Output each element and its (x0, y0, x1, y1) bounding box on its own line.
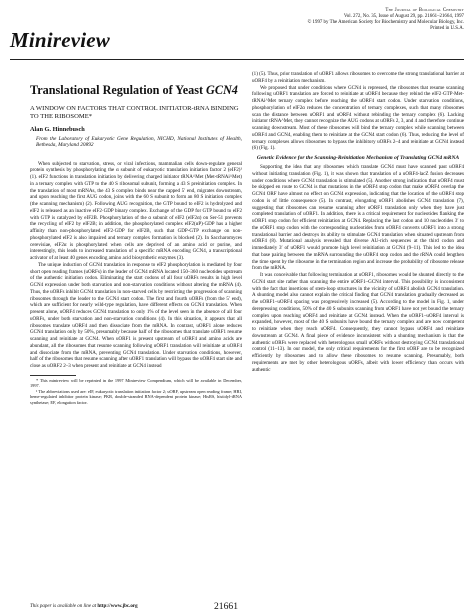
page-header (10, 8, 464, 64)
title-gene: GCN4 (206, 83, 238, 97)
body-paragraph: When subjected to starvation, stress, or viral infections, mammalian cells down-regulate general protein synthesis by phosphorylating the α subunit of eukaryotic translation initiation factor 2 (eIF2)¹ (1). eIF2 functions in translation initiation by delivering charged initiator tRNA^Met (Met-tRNAi^Met) in a ternary complex with GTP to the 40 S ribosomal subunit, forming a 43 S preinitiation complex. In the translation of most mRNAs, the 43 S complex binds near the capped 5′ end, migrates downstream, and upon reaching the first AUG codon, joins with the 60 S subunit to form an 80 S initiation complex (the scanning mechanism) (2). Following AUG recognition, the GTP bound to eIF2 is hydrolyzed and eIF2 is released as an inactive eIF2·GDP binary complex. Exchange of the GDP for GTP bound to eIF2 with GTP is catalyzed by eIF2B. Phosphorylation of the α subunit of eIF2 (eIF2α) on Ser-51 prevents the recycling of eIF2 by eIF2B; in addition, the phosphorylated complex eIF2(αP)·GDP has a higher affinity than non-phosphorylated eIF2·GDP for eIF2B, such that GDP-GTP exchange on non-phosphorylated eIF2 is also impaired and ternary complex formation is blocked (2). In Saccharomyces cerevisiae, eIF2α is phosphorylated when cells are deprived of an amino acid or purine, and interestingly, this leads to increased translation of a specific mRNA encoding GCN4, a transcriptional activator of at least 40 genes encoding amino acid biosynthetic enzymes (3). (30, 160, 242, 262)
body-paragraph: We proposed that under conditions where GCN4 is repressed, the ribosomes that resume scanning following uORF1 translation are forced to reinitiate at uORF4 because they rebind the eIF2·GTP·Met-tRNAi^Met ternary complex before reaching the uORF4 start codon. Under starvation conditions, phosphorylation of eIF2α reduces the concentration of ternary complexes, such that many ribosomes scan the distance between uORF1 and uORF4 without rebinding the ternary complex (6). Lacking initiator tRNA^Met, they cannot recognize the AUG codons at uORFs 2, 3, and 4 and therefore continue scanning downstream. Most of these ribosomes will bind the ternary complex while scanning between uORF4 and GCN4, enabling them to reinitiate at the GCN4 start codon (6). Thus, reducing the level of ternary complexes allows ribosomes to bypass the inhibitory uORFs 2–4 and reinitiate at GCN4 instead (6) (Fig. 1). (252, 84, 464, 152)
body-paragraph: The unique induction of GCN4 translation in response to eIF2 phosphorylation is mediated by four short open reading frames (uORFs) in the leader of GCN4 mRNA located 150–360 nucleotides upstream of the authentic initiation codon. Eliminating the start codons of all four uORFs results in high level GCN4 expression under both starvation and non-starvation conditions without altering the mRNA (4). Thus, the uORFs inhibit GCN4 translation in non-starved cells by restricting the progression of scanning ribosomes through the leader to the GCN4 start codon. The first and fourth uORFs (from the 5′ end), which are sufficient for nearly wild-type regulation, have different effects on GCN4 translation. When present alone, uORF4 reduces GCN4 translation to only 1% of the level seen in the absence of all four uORFs, under both starvation and non-starvation conditions (4). In this situation, it appears that all ribosomes translate uORF4 and then dissociate from the mRNA. In contrast, uORF1 alone reduces GCN4 translation only by 50%, presumably because half of the ribosomes that translate uORF1 resume scanning and reinitiate at GCN4. When uORF1 is present upstream of uORF4 and amino acids are abundant, all the ribosomes that resume scanning following uORF1 translation will reinitiate at uORF4 and dissociate from the mRNA, preventing GCN4 translation. Under starvation conditions, however, half of the ribosomes that resume scanning after uORF1 translation will bypass the uORF4 start site and close as uORF2 2–3 when present and reinitiate at GCN4 instead (30, 261, 242, 370)
journal-name: The Journal of Biological Chemistry (385, 8, 464, 13)
journal-url[interactable]: http://www.jbc.org (97, 604, 138, 609)
title-text: Translational Regulation of Yeast (30, 83, 207, 97)
footnote: ¹ The abbreviations used are: eIF, eukaryotic translation initiation factor 2; uORF, upstream open reading frame; HRI, heme-regulated inhibitor protein kinase; PKR, double-stranded RNA-dependent protein kinase; HisRS, histidyl-tRNA synthetase; EF, elongation factor. (30, 388, 242, 405)
left-column (30, 80, 242, 405)
body-paragraph: Supporting the idea that any ribosomes which translate GCN4 must have scanned past uORF4 without initiating translation (Fig. 1), it was shown that translation of a uORF4-lacZ fusion decreases under conditions where GCN4 translation is stimulated (5). Another strong indication that uORF4 must be skipped en route to GCN4 is that mutations in the uORF4 stop codon that make uORF4 overlap the GCN4 ORF have almost no effect on GCN4 expression, indicating that the location of the uORF4 stop codon is of little consequence (5). In contrast, elongating uORF1 abolishes GCN4 translation (7), suggesting that ribosomes can resume scanning after uORF1 translation only when they have just completed translation of uORF1. In addition, there is a critical requirement for nucleotides flanking the uORF1 stop codon for efficient reinitiation at GCN4. Replacing the last codon and 10 nucleotides 3′ to the uORF1 stop codon with the corresponding nucleotides from uORF4 converts uORF1 into a strong translational barrier and destroys its ability to stimulate GCN4 translation when situated upstream from uORF4 (8). Mutational analysis revealed that diverse AU-rich sequences at the third codon and immediately 3′ of uORF1 would promote high level reinitiation at GCN4 (9–11). This led to the idea that base pairing between the mRNA surrounding the uORF4 stop codon and the rRNA could lengthen the time spent by the ribosome in the termination region and increase the probability of ribosome release from the mRNA. (252, 164, 464, 272)
body-paragraph: It was conceivable that following termination at uORF1, ribosomes would be shunted directly to the GCN4 start site rather than scanning the entire uORF1–GCN4 interval. This possibility is inconsistent with the fact that insertions of stem-loop structures in the vicinity of uORF4 abolish GCN4 translation. A shunting model also cannot explain the critical finding that GCN4 translation gradually decreased as the uORF1–uORF4 spacing was progressively increased (5). According to the model in Fig. 1, under derepressing conditions, 50% of the 40 S subunits scanning from uORF1 have not yet bound the ternary complex upon reaching uORF4 and reinitiate at GCN4 instead. When the uORF1–uORF4 interval is expanded, however, most of the 40 S subunits have bound the ternary complex and are now competent to reinitiate when they reach uORF4. Consequently, they cannot bypass uORF4 and reinitiate downstream at GCN4. A final piece of evidence inconsistent with a shunting mechanism is that the authentic uORFs were replaced with heterologous small uORFs without destroying GCN4 translational control (11–13). In our model, the only critical requirements for the first uORF are to be recognized efficiently by ribosomes and to allow these ribosomes to resume scanning. Presumably, both requirements are met by other heterologous uORFs, albeit with lower efficiency than occurs with authentic (252, 272, 464, 373)
footnote-rule (30, 375, 76, 376)
footnotes (30, 378, 242, 405)
header-rule (10, 59, 464, 60)
online-note (30, 604, 138, 609)
author-affiliation: From the Laboratory of Eukaryotic Gene Regulation, NICHD, National Institutes of Health, Bethesda, Maryland 20892 (36, 135, 242, 149)
body-paragraph: (1) (5). Thus, prior translation of uORF1 allows ribosomes to overcome the strong translational barrier at uORF4 by a reinitiation mechanism. (252, 71, 464, 84)
page-number: 21661 (214, 601, 238, 612)
copyright-line: © 1997 by The American Society for Biochemistry and Molecular Biology, Inc. (307, 20, 464, 25)
article-subtitle: A WINDOW ON FACTORS THAT CONTROL INITIATOR-tRNA BINDING TO THE RIBOSOME* (30, 104, 239, 120)
running-title: Minireview (10, 28, 110, 52)
right-column (252, 71, 464, 373)
journal-info (308, 8, 464, 32)
article-title (30, 84, 242, 98)
footnote: * This minireview will be reprinted in the 1997 Minireview Compendium, which will be available in December, 1997. (30, 377, 242, 389)
printed-line: Printed in U.S.A. (430, 26, 464, 31)
volume-line: Vol. 272, No. 35, Issue of August 29, pp. 21661–21664, 1997 (343, 14, 464, 19)
online-note-text: This paper is available on line at (30, 604, 98, 609)
section-heading: Genetic Evidence for the Scanning-Reinitiation Mechanism of Translating GCN4 mRNA (256, 155, 460, 161)
author-name: Alan G. Hinnebusch (30, 125, 85, 133)
